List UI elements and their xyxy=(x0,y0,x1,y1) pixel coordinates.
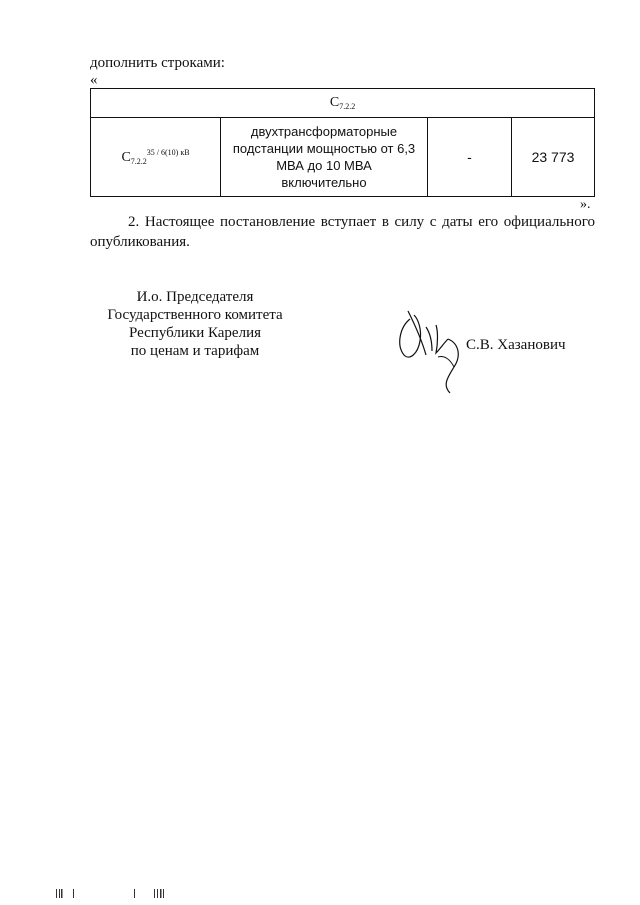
closing-quote: ». xyxy=(580,197,591,212)
value-cell: 23 773 xyxy=(512,118,595,197)
paragraph-line-2: опубликования. xyxy=(90,234,190,250)
description-line: МВА до 10 МВА xyxy=(276,158,372,173)
description-line: подстанции мощностью от 6,3 xyxy=(232,141,416,156)
row-code: С xyxy=(121,150,131,165)
tariff-table xyxy=(90,88,595,197)
description-cell xyxy=(221,118,428,197)
table-header-row xyxy=(91,89,595,118)
code-cell xyxy=(91,118,221,197)
header-code: С xyxy=(329,95,340,110)
paragraph-2 xyxy=(90,212,595,252)
signatory-line: Республики Карелия xyxy=(128,325,262,341)
row-code-superscript: 35 / 6(10) кВ xyxy=(146,148,190,157)
intro-text: дополнить строками: xyxy=(90,55,225,71)
table-row xyxy=(91,118,595,197)
opening-quote: « xyxy=(90,72,98,88)
signatory-line: И.о. Председателя xyxy=(136,289,254,305)
row-code-subscript: 7.2.2 xyxy=(130,157,147,166)
barcode-marks xyxy=(56,887,176,899)
signatory-line: Государственного комитета xyxy=(107,307,283,323)
description-line: включительно xyxy=(281,175,367,190)
description-line: двухтрансформаторные xyxy=(250,124,398,139)
paragraph-line-1: 2. Настоящее постановление вступает в силу с даты его официального xyxy=(128,214,595,230)
signer-name: С.В. Хазанович xyxy=(466,337,566,353)
dash-cell: - xyxy=(428,118,512,197)
signatory-title xyxy=(100,288,290,360)
header-code-subscript: 7.2.2 xyxy=(339,102,356,111)
signatory-line: по ценам и тарифам xyxy=(130,343,260,359)
table-header-cell xyxy=(91,89,595,118)
